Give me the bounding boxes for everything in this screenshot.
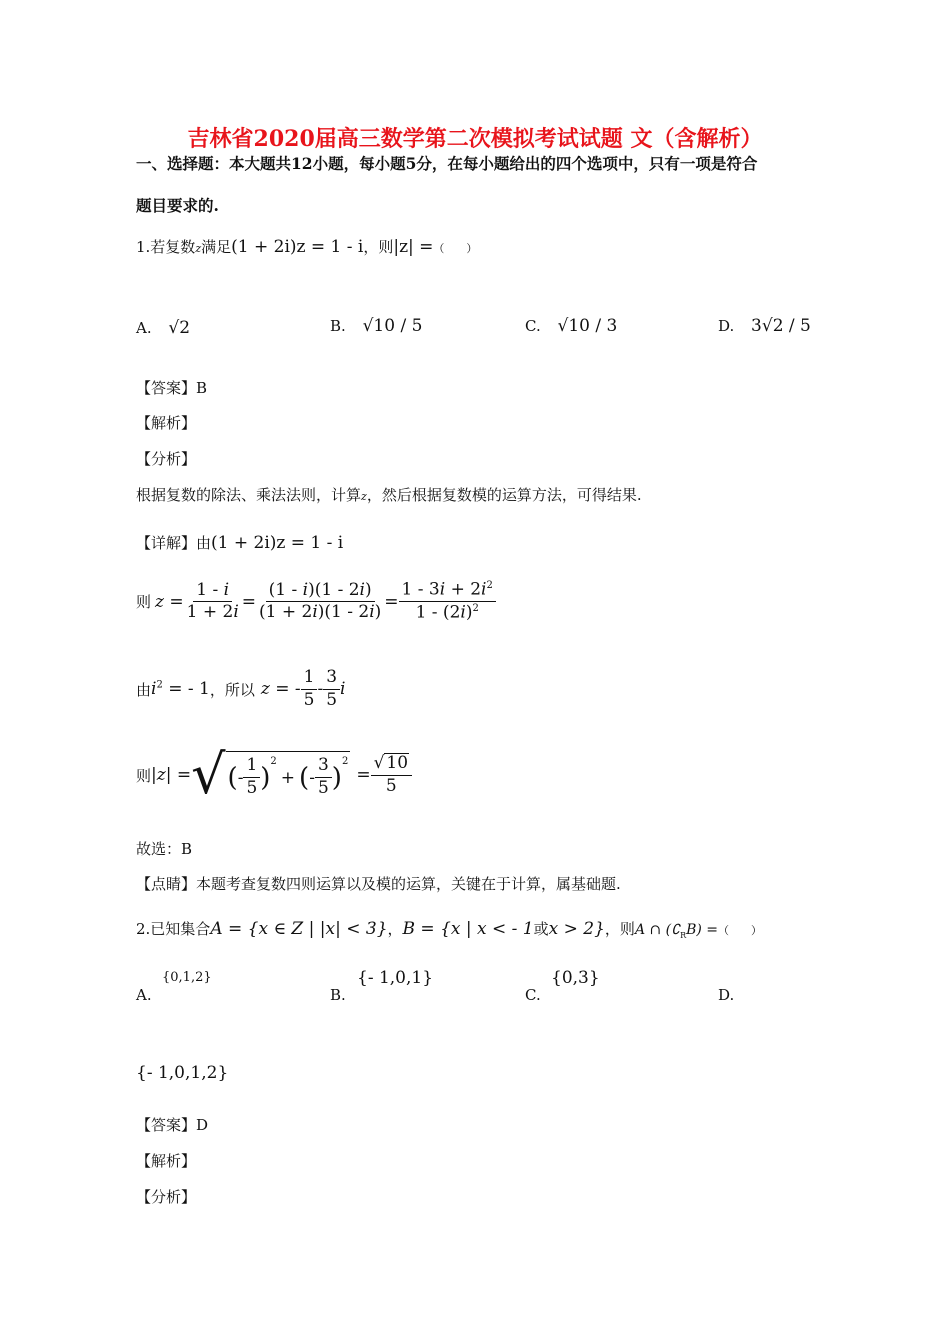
math-equals: = bbox=[356, 765, 371, 785]
section-heading-line-2: 题目要求的. bbox=[136, 196, 219, 215]
q2-sep: ， bbox=[387, 920, 403, 938]
option-value: √2 bbox=[168, 318, 191, 338]
q2-option-b-label: B. bbox=[330, 986, 346, 1004]
q1-option-b bbox=[330, 316, 422, 336]
fraction-3: $\frac{1 - 3i + 2i^2}{1 - (2i)^2}$ bbox=[399, 580, 496, 623]
q1-option-a bbox=[136, 318, 190, 338]
q1-suoyi: ，所以 bbox=[209, 680, 255, 699]
q1-detail-label: 【详解】由 bbox=[136, 534, 212, 552]
fraction-1: $\frac{1 - i}{1 + 2i}$ bbox=[186, 579, 239, 623]
sqrt-radicand: ( - $\frac{1}{5}$ ) $^2$ + ( - $\frac{3}{5}$ ) $^2$ bbox=[226, 751, 351, 798]
page-title: 吉林省2020届高三数学第二次模拟考试试题 文（含解析） bbox=[187, 126, 763, 152]
math-z: z = bbox=[155, 591, 184, 612]
q2-option-a-label: A. bbox=[136, 986, 152, 1004]
q1-prefix: 1.若复数 bbox=[136, 238, 196, 256]
math-i-squared: $i^2$ = - 1 bbox=[151, 679, 210, 700]
option-label: D. bbox=[718, 317, 735, 335]
q1-analysis-part-1: 根据复数的除法、乘法法则，计算 bbox=[136, 486, 362, 504]
option-value: √10 / 5 bbox=[362, 316, 423, 336]
question-2-stem bbox=[136, 918, 762, 940]
q2-prefix: 2.已知集合 bbox=[136, 920, 211, 938]
q1-detail-eq: (1 + 2i)z = 1 - i bbox=[211, 533, 344, 553]
q2-option-c-value: {0,3} bbox=[551, 968, 600, 988]
q2-ask-sub: R bbox=[680, 931, 687, 940]
math-equals: = bbox=[241, 591, 256, 612]
q1-ze-1: 则 bbox=[136, 593, 152, 612]
fraction-one-fifth: $\frac{1}{5}$ bbox=[301, 668, 318, 710]
option-value: √10 / 3 bbox=[557, 316, 618, 336]
q1-dianjing: 【点睛】本题考查复数四则运算以及模的运算，关键在于计算，属基础题. bbox=[136, 875, 621, 893]
q1-ze-2: 则 bbox=[136, 766, 152, 785]
q2-then: ，则 bbox=[604, 920, 635, 938]
section-heading-line-1: 一、选择题：本大题共12小题，每小题5分，在每小题给出的四个选项中，只有一项是符合 bbox=[136, 154, 758, 173]
fraction-result: $\frac{√ 10}{5}$ bbox=[371, 753, 412, 796]
q2-paren: （ ） bbox=[718, 924, 763, 937]
q2-option-c-label: C. bbox=[525, 986, 541, 1004]
q1-jiexi: 【解析】 bbox=[136, 414, 197, 432]
option-label: A. bbox=[136, 319, 152, 337]
q1-you: 由 bbox=[136, 680, 152, 699]
option-label: B. bbox=[330, 317, 346, 335]
sqrt-sign: √ bbox=[191, 743, 226, 806]
q2-fenxi: 【分析】 bbox=[136, 1188, 197, 1206]
q1-then: ，则 bbox=[363, 238, 394, 256]
q2-jiexi: 【解析】 bbox=[136, 1152, 197, 1170]
q1-detail-line bbox=[136, 532, 343, 553]
q2-option-d-label: D. bbox=[718, 986, 735, 1004]
q2-option-a-value: {0,1,2} bbox=[162, 970, 212, 985]
q1-analysis-var: z bbox=[361, 490, 367, 503]
q1-derivation-step-2 bbox=[136, 668, 345, 710]
math-i: i bbox=[340, 679, 346, 700]
q2-answer: 【答案】D bbox=[136, 1116, 209, 1134]
fraction-three-fifths: $\frac{3}{5}$ bbox=[323, 668, 340, 710]
q1-option-c bbox=[525, 316, 617, 336]
q1-derivation-step-3 bbox=[136, 743, 412, 806]
q2-or: 或 bbox=[533, 920, 549, 938]
q1-analysis bbox=[136, 484, 642, 505]
q1-result: 故选：B bbox=[136, 840, 193, 858]
q1-option-d bbox=[718, 316, 811, 336]
math-equals: = bbox=[384, 591, 399, 612]
q2-ask: A ∩ (∁ bbox=[634, 922, 681, 938]
q1-analysis-part-2: ，然后根据复数模的运算方法，可得结果. bbox=[366, 486, 642, 504]
q1-answer: 【答案】B bbox=[136, 379, 208, 397]
q2-set-a: A = {x ∈ Z | |x| < 3} bbox=[210, 919, 388, 939]
option-label: C. bbox=[525, 317, 541, 335]
math-minus: - bbox=[317, 679, 324, 700]
q1-condition: (1 + 2i)z = 1 - i bbox=[231, 237, 364, 257]
fraction-2: $\frac{(1 - i)(1 - 2i)}{(1 + 2i)(1 - 2i)}$ bbox=[259, 579, 382, 623]
q2-option-b-value: {- 1,0,1} bbox=[357, 968, 434, 988]
q1-paren: （ ） bbox=[433, 242, 478, 255]
q1-ask: |z| = bbox=[393, 237, 434, 257]
q2-set-b-part-1: B = {x | x < - 1 bbox=[402, 919, 534, 939]
q2-set-b-part-2: x > 2} bbox=[548, 919, 605, 939]
question-1-stem bbox=[136, 236, 477, 257]
math-z: z = - bbox=[260, 679, 301, 700]
q1-fenxi: 【分析】 bbox=[136, 450, 197, 468]
q2-ask-end: B) = bbox=[686, 922, 719, 938]
q1-derivation-step-1 bbox=[136, 580, 496, 623]
q1-var: z bbox=[195, 242, 202, 255]
q2-option-d-value: {- 1,0,1,2} bbox=[136, 1063, 229, 1083]
math-abs-z: |z| = bbox=[151, 765, 192, 785]
option-value: 3√2 / 5 bbox=[751, 316, 811, 336]
q1-satisfy: 满足 bbox=[201, 238, 232, 256]
